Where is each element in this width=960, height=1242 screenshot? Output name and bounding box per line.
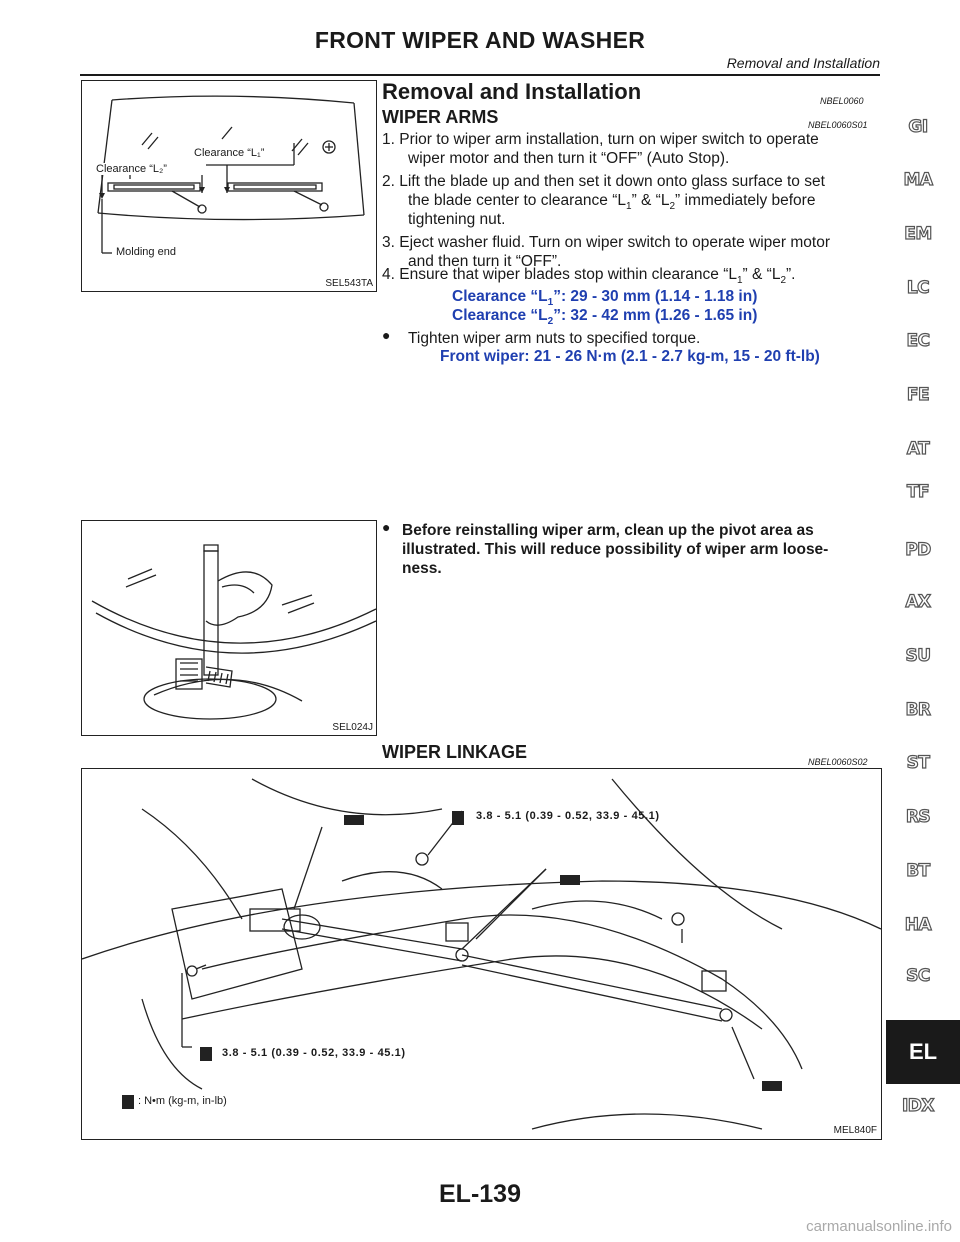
spec-front-wiper-torque: Front wiper: 21 - 26 N·m (2.1 - 2.7 kg-m, 15 - 20 ft-lb): [440, 348, 820, 365]
tab-ha[interactable]: HA: [904, 915, 932, 935]
figure-code: SEL543TA: [325, 278, 373, 289]
step-2-line-1: 2. Lift the blade up and then set it down onto glass surface to set: [382, 173, 825, 190]
tab-lc[interactable]: LC: [906, 278, 930, 298]
spec-clearance-l1: Clearance “$L_1$”: 29 - 30 mm (1.14 - 1.18 in): [452, 288, 758, 309]
page-header-subtitle: Removal and Installation: [726, 55, 880, 71]
figure-code: MEL840F: [833, 1125, 877, 1136]
tab-rs[interactable]: RS: [905, 807, 931, 827]
tab-tf[interactable]: TF: [906, 482, 930, 502]
step-1-line-2: wiper motor and then turn it “OFF” (Auto Stop).: [408, 150, 730, 167]
tab-ma[interactable]: MA: [903, 170, 933, 190]
tab-pd[interactable]: PD: [905, 540, 931, 560]
subsection-title-wiper-linkage: WIPER LINKAGE: [382, 742, 528, 762]
step-2-line-2: the blade center to clearance “$L_1$” & “$L_2$” immediately before: [408, 192, 816, 213]
figure-code: SEL024J: [332, 722, 373, 733]
section-code: NBEL0060: [820, 96, 864, 106]
header-divider: [80, 74, 880, 76]
subsection-code-wiper-linkage: NBEL0060S02: [808, 757, 868, 767]
tab-el-active[interactable]: EL: [886, 1020, 960, 1084]
step-3-line-2: and then turn it “OFF”.: [408, 253, 562, 270]
step-1-line-1: 1. Prior to wiper arm installation, turn on wiper switch to operate: [382, 131, 819, 148]
figure-wiper-clearance: [81, 80, 377, 292]
figure-pivot-cleaning: [81, 520, 377, 736]
section-title: Removal and Installation: [382, 79, 642, 104]
watermark: carmanualsonline.info: [806, 1218, 952, 1235]
torque-label-top: 3.8 - 5.1 (0.39 - 0.52, 33.9 - 45.1): [476, 810, 660, 822]
tab-sc[interactable]: SC: [906, 966, 930, 986]
page-header-title: FRONT WIPER AND WASHER: [314, 27, 646, 53]
figure-label-l2: Clearance “L₂”: [96, 163, 167, 175]
tab-st[interactable]: ST: [906, 753, 930, 773]
note-line-1: Before reinstalling wiper arm, clean up the pivot area as: [402, 522, 814, 539]
note-line-3: ness.: [402, 560, 442, 577]
figure-wiper-linkage: [81, 768, 882, 1140]
page-number: EL-139: [439, 1180, 521, 1208]
wiper-clearance-illustration: [82, 81, 376, 291]
tab-ec[interactable]: EC: [906, 331, 930, 351]
tab-su[interactable]: SU: [905, 646, 931, 666]
step-2-line-3: tightening nut.: [408, 211, 506, 228]
note-line-2: illustrated. This will reduce possibility of wiper arm loose-: [402, 541, 829, 558]
tab-fe[interactable]: FE: [906, 385, 930, 405]
pivot-cleaning-illustration: [82, 521, 376, 735]
bullet-torque-text: Tighten wiper arm nuts to specified torque.: [408, 330, 701, 347]
tab-em[interactable]: EM: [904, 224, 932, 244]
figure-label-l1: Clearance “L₁”: [194, 147, 265, 159]
torque-unit-legend: : N•m (kg-m, in-lb): [138, 1095, 227, 1107]
subsection-code-wiper-arms: NBEL0060S01: [808, 120, 868, 130]
bullet-icon: ●: [382, 519, 391, 535]
figure-label-molding-end: Molding end: [116, 246, 176, 258]
torque-label-bottom: 3.8 - 5.1 (0.39 - 0.52, 33.9 - 45.1): [222, 1047, 406, 1059]
tab-at[interactable]: AT: [906, 439, 930, 459]
subsection-title-wiper-arms: WIPER ARMS: [382, 107, 499, 127]
step-3-line-1: 3. Eject washer fluid. Turn on wiper switch to operate wiper motor: [382, 234, 830, 251]
wiper-linkage-illustration: [82, 769, 881, 1139]
tab-br[interactable]: BR: [905, 700, 931, 720]
tab-ax[interactable]: AX: [905, 592, 931, 612]
tab-gi[interactable]: GI: [908, 117, 928, 137]
bullet-icon: ●: [382, 327, 391, 343]
tab-bt[interactable]: BT: [906, 861, 930, 881]
spec-clearance-l2: Clearance “$L_2$”: 32 - 42 mm (1.26 - 1.65 in): [452, 307, 758, 328]
step-4: 4. Ensure that wiper blades stop within clearance “$L_1$” & “$L_2$”.: [382, 266, 796, 287]
tab-idx[interactable]: IDX: [901, 1096, 935, 1116]
